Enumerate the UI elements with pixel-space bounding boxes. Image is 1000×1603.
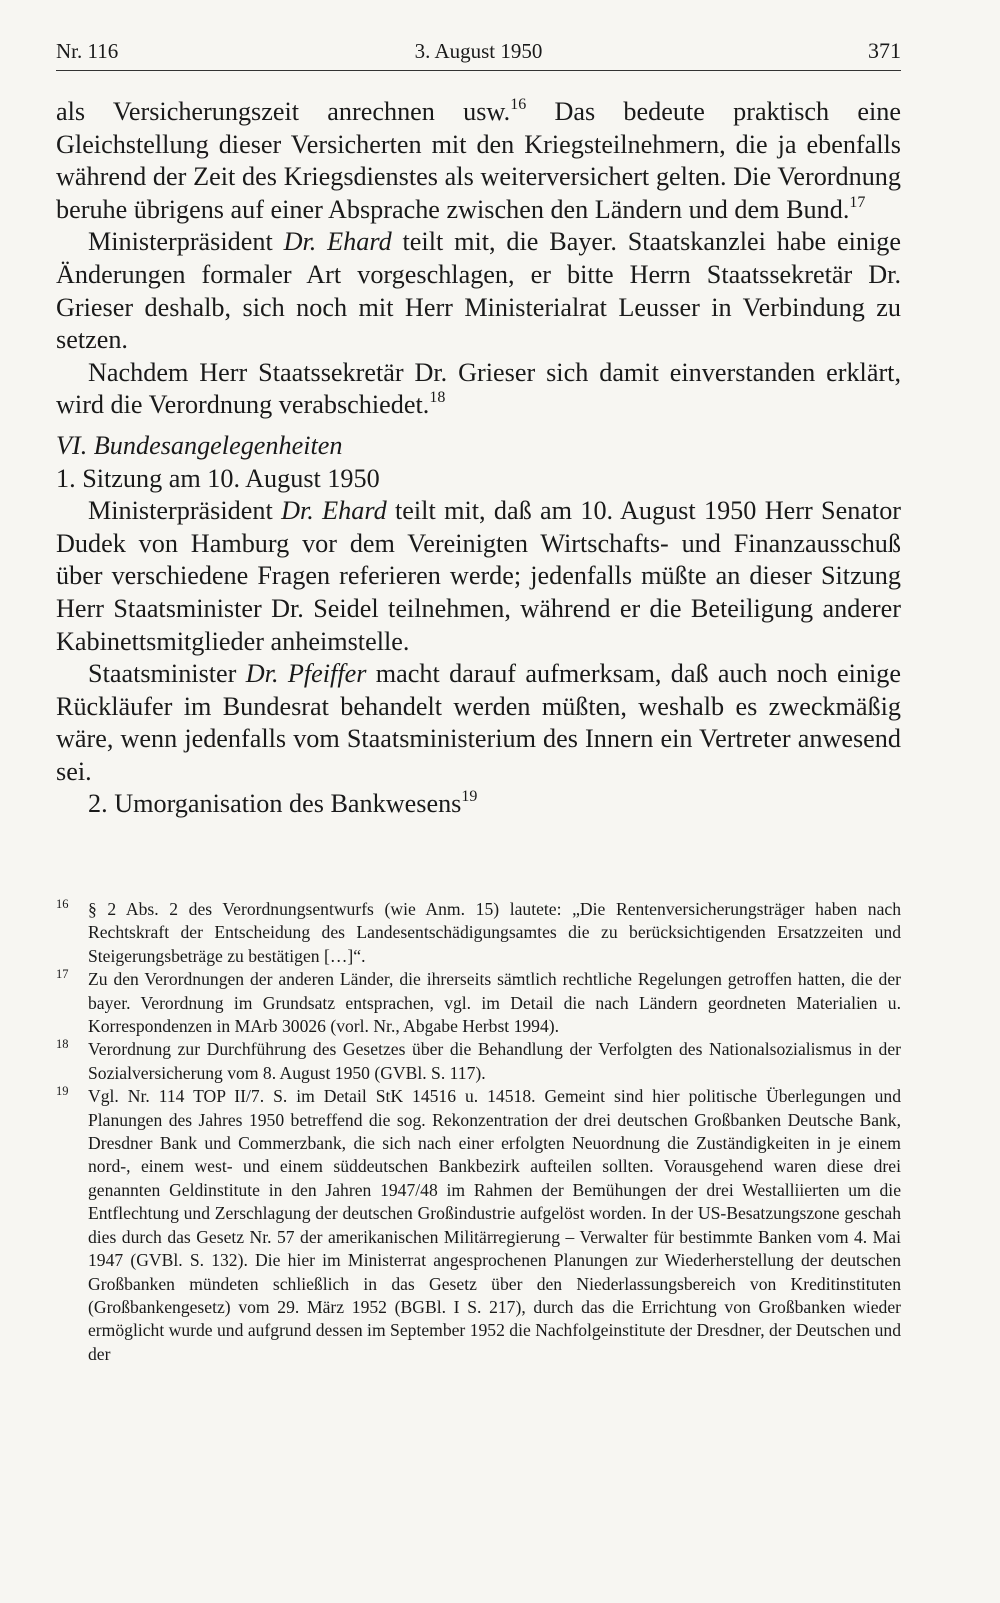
footnote-text: Vgl. Nr. 114 TOP II/7. S. im Detail StK 14516 u. 14518. Gemeint sind hier politische Überlegungen und Planungen des Jahres 1950 betreffend die sog. Rekonzentration der drei deutschen Großbanken Deutsche Bank, Dresdner Bank und Commerzbank, die sich nach einer erfolgten Neuordnung die Zuständigkeiten in je einem nord-, einem west- und einem süddeutschen Bankbezirk aufteilen sollten. Vorausgehend waren diese drei genannten Geldinstitute in den Jahren 1947/48 im Rahmen der Bemühungen der drei Westalliierten um die Entflechtung und Zerschlagung der deutschen Großindustrie aufgelöst worden. In der US-Besatzungszone geschah dies durch das Gesetz Nr. 57 der amerikanischen Militärregierung – Verwalter für bestimmte Banken vom 4. Mai 1947 (GVBl. S. 132). Die hier im Ministerrat angesprochenen Planungen zur Wiederherstellung der deutschen Großbanken mündeten schließlich in das Gesetz über den Niederlassungsbereich von Kreditinstituten (Großbankengesetz) vom 29. März 1952 (BGBl. I S. 217), durch das die Errichtung von Großbanken wieder ermöglicht wurde und aufgrund dessen im September 1952 die Nachfolgeinstitute der Dresdner, der Deutschen und der xyxy=(88,1086,901,1364)
footnote-ref-17: 17 xyxy=(849,193,866,211)
paragraph-5 xyxy=(56,658,901,788)
speaker-role: Ministerpräsident xyxy=(88,496,282,526)
agenda-item-2 xyxy=(56,788,901,821)
footnote-text: Verordnung zur Durchführung des Gesetzes über die Behandlung der Verfolgten des Nationalsozialismus in der Sozialversicherung vom 8. August 1950 (GVBl. S. 117). xyxy=(88,1039,901,1083)
paragraph-1-text: als Versicherungszeit anrechnen usw. xyxy=(56,97,511,126)
footnotes xyxy=(56,898,901,1366)
footnote-ref-16: 16 xyxy=(510,96,527,113)
paragraph-1 xyxy=(56,96,901,226)
speaker-role: Ministerpräsident xyxy=(88,227,284,257)
speaker-name: Ehard xyxy=(327,227,392,257)
speaker-title: Dr. xyxy=(245,659,288,689)
footnote-number: 19 xyxy=(56,1084,69,1099)
section-heading: VI. Bundesangelegenheiten xyxy=(56,430,343,460)
page-number: 371 xyxy=(868,38,901,63)
footnote-number: 18 xyxy=(56,1037,69,1052)
footnote-18 xyxy=(56,1038,901,1085)
main-text xyxy=(56,96,901,821)
footnote-16 xyxy=(56,898,901,968)
paragraph-2-text: teilt mit, die Bayer. Staatskanzlei habe einige Änderungen formaler Art vorgeschlagen, er bitte Herrn Staatssekretär Dr. Grieser deshalb, sich noch mit Herr Ministerialrat Leusser in Verbindung zu setzen. xyxy=(56,227,901,355)
paragraph-2 xyxy=(56,226,901,356)
footnote-text: § 2 Abs. 2 des Verordnungsentwurfs (wie Anm. 15) lautete: „Die Rentenversicherungsträger haben nach Rechtskraft der Entscheidung des Landesentschädigungsamtes die zu berücksichtigenden Ersatzzeiten und Steigerungsbeträge zu bestätigen […]“. xyxy=(88,899,901,966)
footnote-number: 17 xyxy=(56,967,69,982)
footnote-ref-19: 19 xyxy=(461,788,478,806)
header-date: 3. August 1950 xyxy=(414,39,543,63)
paragraph-3-text: Nachdem Herr Staatssekretär Dr. Grieser sich damit einverstanden erklärt, wird die Verordnung verabschiedet. xyxy=(56,357,901,420)
speaker-name: Ehard xyxy=(322,496,387,526)
agenda-item-2-text: 2. Umorganisation des Bankwesens xyxy=(88,789,462,819)
footnote-number: 16 xyxy=(56,897,69,911)
speaker-role: Staatsminister xyxy=(88,659,246,689)
footnote-ref-18: 18 xyxy=(429,389,446,407)
paragraph-3 xyxy=(56,357,901,422)
running-header xyxy=(56,36,901,71)
paragraph-5-text: macht darauf aufmerksam, daß auch noch einige Rückläufer im Bundesrat behandelt werden müßten, weshalb es zweckmäßig wäre, wenn jedenfalls vom Staatsministerium des Innern ein Vertreter anwesend sei. xyxy=(56,659,901,786)
paragraph-4 xyxy=(56,495,901,658)
footnote-17 xyxy=(56,968,901,1038)
footnote-19 xyxy=(56,1085,901,1366)
footnote-text: Zu den Verordnungen der anderen Länder, die ihrerseits sämtlich rechtliche Regelungen getroffen hatten, die der bayer. Verordnung im Grundsatz entsprachen, vgl. im Detail die nach Ländern geordneten Materialien u. Korrespondenzen in MArb 30026 (vorl. Nr., Abgabe Herbst 1994). xyxy=(88,969,901,1037)
speaker-title: Dr. xyxy=(283,227,328,257)
agenda-item-1: 1. Sitzung am 10. August 1950 xyxy=(56,463,380,493)
speaker-name: Pfeiffer xyxy=(287,659,367,689)
paragraph-1-text-cont: Das bedeute praktisch eine Gleichstellung dieser Versicherten mit den Kriegsteilnehmern, die ja ebenfalls während der Zeit des Kriegsdienstes als weiterversichert gelten. Die Verordnung beruhe übrigens auf einer Absprache zwischen den Ländern und dem Bund. xyxy=(56,97,901,224)
document-number: Nr. 116 xyxy=(56,39,119,63)
paragraph-4-text: teilt mit, daß am 10. August 1950 Herr Senator Dudek von Hamburg vor dem Vereinigten Wirtschafts- und Finanzausschuß über verschiedene Fragen referieren werde; jedenfalls müßte an dieser Sitzung Herr Staatsminister Dr. Seidel teilnehmen, während er die Beteiligung anderer Kabinettsmitglieder anheimstelle. xyxy=(56,496,902,656)
speaker-title: Dr. xyxy=(281,496,323,526)
